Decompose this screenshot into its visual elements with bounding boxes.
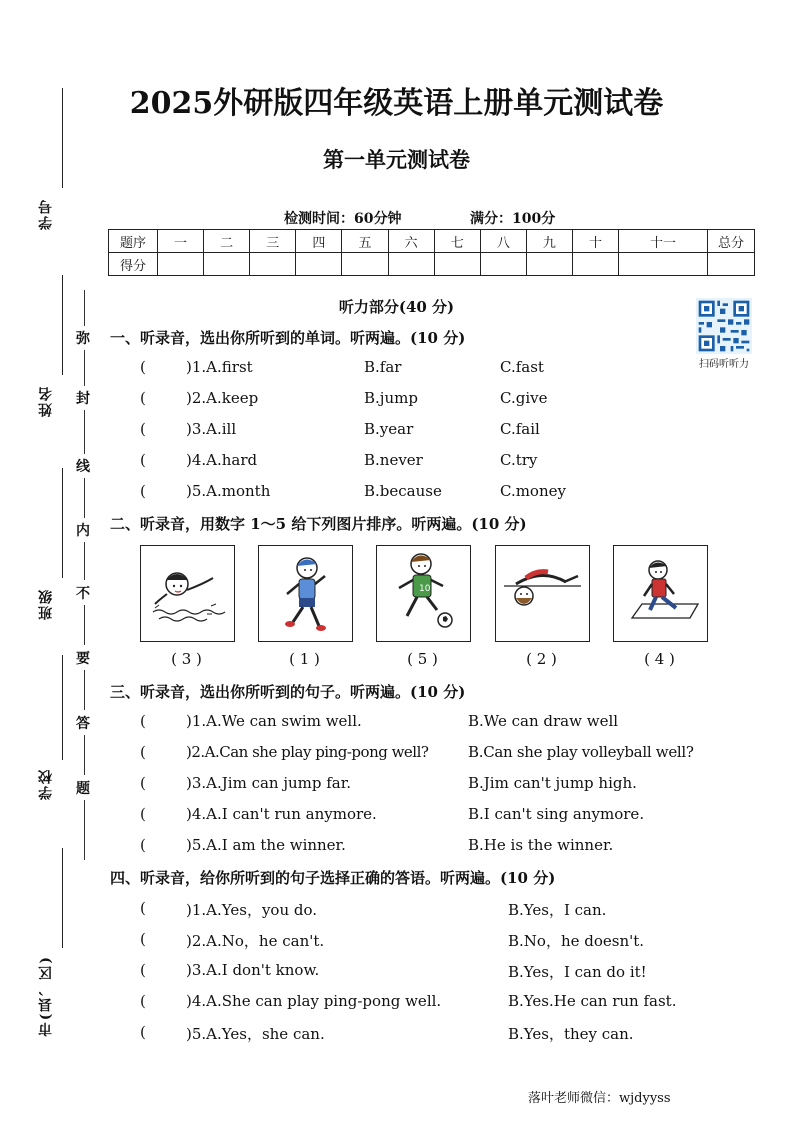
picture-sitting-boy xyxy=(613,545,708,642)
seal-line xyxy=(84,350,85,386)
score-cell[interactable] xyxy=(158,253,204,276)
sitting-boy-icon xyxy=(614,546,707,641)
option-b: B.Yes，they can. xyxy=(508,1025,634,1043)
page-subtitle: 第一单元测试卷 xyxy=(323,147,470,172)
seal-line xyxy=(84,735,85,775)
table-cell: 十一 xyxy=(619,230,708,253)
answer-blank[interactable]: ( xyxy=(140,805,146,823)
option-c: C.try xyxy=(500,451,538,469)
answer-blank[interactable]: ( xyxy=(140,451,146,469)
answer-blank[interactable]: ( xyxy=(140,992,146,1010)
option-b: B.No，he doesn't. xyxy=(508,932,645,950)
option-c: C.fast xyxy=(500,358,544,376)
answer-blank[interactable]: ( xyxy=(140,712,146,730)
seal-line xyxy=(84,670,85,710)
option-b: B.never xyxy=(364,451,423,469)
school-label: 学校 xyxy=(38,768,54,800)
option-a: )2.A.Can she play ping-pong well? xyxy=(186,743,429,761)
option-b: B.We can draw well xyxy=(468,712,619,730)
section-3-title: 三、听录音，选出你所听到的句子。听两遍。(10 分) xyxy=(110,683,466,701)
running-boy-icon xyxy=(259,546,352,641)
option-b: B.I can't sing anymore. xyxy=(468,805,645,823)
option-b: B.Yes.He can run fast. xyxy=(508,992,677,1010)
student-number-label: 学号 xyxy=(38,198,54,230)
table-cell: 九 xyxy=(526,230,572,253)
option-c: C.money xyxy=(500,482,566,500)
option-b: B.Yes，I can do it! xyxy=(508,963,647,981)
seal-line xyxy=(84,410,85,454)
answer-blank[interactable]: ( xyxy=(140,482,146,500)
option-b: B.Can she play volleyball well? xyxy=(468,743,694,761)
table-cell: 十 xyxy=(572,230,618,253)
option-b: B.because xyxy=(364,482,442,500)
answer-blank[interactable]: ( xyxy=(140,930,146,948)
score-cell[interactable] xyxy=(619,253,708,276)
swimming-girl-icon xyxy=(141,546,234,641)
seal-char: 不 xyxy=(76,586,90,602)
picture-order-answer[interactable]: ( 3 ) xyxy=(171,650,202,668)
option-c: C.fail xyxy=(500,420,540,438)
answer-blank[interactable]: ( xyxy=(140,420,146,438)
score-cell[interactable] xyxy=(434,253,480,276)
seal-char: 题 xyxy=(76,781,90,797)
option-b: B.He is the winner. xyxy=(468,836,614,854)
page-title: 2025外研版四年级英语上册单元测试卷 xyxy=(129,86,664,121)
picture-order-answer[interactable]: ( 1 ) xyxy=(289,650,320,668)
seal-char: 要 xyxy=(76,651,90,667)
picture-order-answer[interactable]: ( 4 ) xyxy=(644,650,675,668)
option-a: )4.A.I can't run anymore. xyxy=(186,805,377,823)
option-b: B.far xyxy=(364,358,402,376)
table-cell: 四 xyxy=(296,230,342,253)
score-cell[interactable] xyxy=(526,253,572,276)
answer-blank[interactable]: ( xyxy=(140,389,146,407)
picture-order-answer[interactable]: ( 5 ) xyxy=(407,650,438,668)
table-cell: 三 xyxy=(250,230,296,253)
qr-caption: 扫码听听力 xyxy=(699,359,749,370)
table-cell: 题序 xyxy=(109,230,158,253)
high-jump-girl-icon xyxy=(496,546,589,641)
table-cell: 总分 xyxy=(708,230,755,253)
listening-title: 听力部分(40 分) xyxy=(338,298,455,316)
answer-blank[interactable]: ( xyxy=(140,774,146,792)
margin-line xyxy=(62,848,63,948)
seal-char: 线 xyxy=(76,459,90,475)
score-cell[interactable] xyxy=(204,253,250,276)
score-cell[interactable] xyxy=(342,253,388,276)
answer-blank[interactable]: ( xyxy=(140,899,146,917)
option-a: )3.A.ill xyxy=(186,420,237,438)
margin-line xyxy=(62,468,63,578)
score-total-label: 满分：100分 xyxy=(470,211,556,227)
score-cell[interactable] xyxy=(708,253,755,276)
option-b: B.Yes，I can. xyxy=(508,901,607,919)
picture-running-boy xyxy=(258,545,353,642)
picture-high-jump-girl xyxy=(495,545,590,642)
answer-blank[interactable]: ( xyxy=(140,961,146,979)
seal-char: 答 xyxy=(76,716,90,732)
seal-line xyxy=(84,800,85,860)
option-b: B.year xyxy=(364,420,414,438)
qr-code-icon[interactable] xyxy=(696,298,752,354)
table-cell: 七 xyxy=(434,230,480,253)
option-a: )4.A.She can play ping-pong well. xyxy=(186,992,442,1010)
answer-blank[interactable]: ( xyxy=(140,743,146,761)
soccer-boy-icon xyxy=(377,546,470,641)
section-4-title: 四、听录音，给你所听到的句子选择正确的答语。听两遍。(10 分) xyxy=(110,869,556,887)
option-b: B.jump xyxy=(364,389,418,407)
margin-line xyxy=(62,655,63,760)
option-a: )5.A.Yes，she can. xyxy=(186,1025,325,1043)
option-a: )2.A.No，he can't. xyxy=(186,932,325,950)
picture-soccer-boy xyxy=(376,545,471,642)
seal-line xyxy=(84,542,85,580)
section-1-title: 一、听录音，选出你所听到的单词。听两遍。(10 分) xyxy=(110,329,466,347)
score-table xyxy=(108,229,755,276)
option-a: )1.A.first xyxy=(186,358,253,376)
option-a: )3.A.Jim can jump far. xyxy=(186,774,352,792)
score-cell[interactable] xyxy=(250,253,296,276)
class-label: 班级 xyxy=(38,588,54,620)
picture-order-answer[interactable]: ( 2 ) xyxy=(526,650,557,668)
option-a: )2.A.keep xyxy=(186,389,259,407)
table-cell: 一 xyxy=(158,230,204,253)
table-cell: 六 xyxy=(388,230,434,253)
answer-blank[interactable]: ( xyxy=(140,358,146,376)
score-cell[interactable] xyxy=(296,253,342,276)
score-cell[interactable] xyxy=(480,253,526,276)
picture-swimming-girl xyxy=(140,545,235,642)
option-a: )3.A.I don't know. xyxy=(186,961,320,979)
name-label: 姓名 xyxy=(38,385,54,417)
answer-blank[interactable]: ( xyxy=(140,1023,146,1041)
section-2-title: 二、听录音，用数字 1～5 给下列图片排序。听两遍。(10 分) xyxy=(110,515,527,533)
answer-blank[interactable]: ( xyxy=(140,836,146,854)
seal-char: 封 xyxy=(76,391,90,407)
footer-contact: 落叶老师微信：wjdyyss xyxy=(528,1091,671,1106)
seal-char: 内 xyxy=(76,523,90,539)
seal-line xyxy=(84,605,85,645)
score-cell[interactable] xyxy=(388,253,434,276)
option-c: C.give xyxy=(500,389,548,407)
seal-char: 弥 xyxy=(76,331,90,347)
table-cell: 二 xyxy=(204,230,250,253)
score-cell[interactable] xyxy=(572,253,618,276)
table-cell: 五 xyxy=(342,230,388,253)
seal-line xyxy=(84,478,85,518)
option-a: )1.A.We can swim well. xyxy=(186,712,362,730)
time-label: 检测时间：60分钟 xyxy=(284,211,402,227)
option-a: )4.A.hard xyxy=(186,451,258,469)
score-table-score-row xyxy=(109,253,755,276)
option-b: B.Jim can't jump high. xyxy=(468,774,637,792)
city-label: 市(县、区) xyxy=(38,955,54,1037)
option-a: )1.A.Yes，you do. xyxy=(186,901,318,919)
margin-line xyxy=(62,275,63,375)
table-cell: 八 xyxy=(480,230,526,253)
svg-text:10: 10 xyxy=(419,584,431,594)
option-a: )5.A.I am the winner. xyxy=(186,836,346,854)
option-a: )5.A.month xyxy=(186,482,271,500)
table-cell: 得分 xyxy=(109,253,158,276)
score-table-header-row xyxy=(109,230,755,253)
